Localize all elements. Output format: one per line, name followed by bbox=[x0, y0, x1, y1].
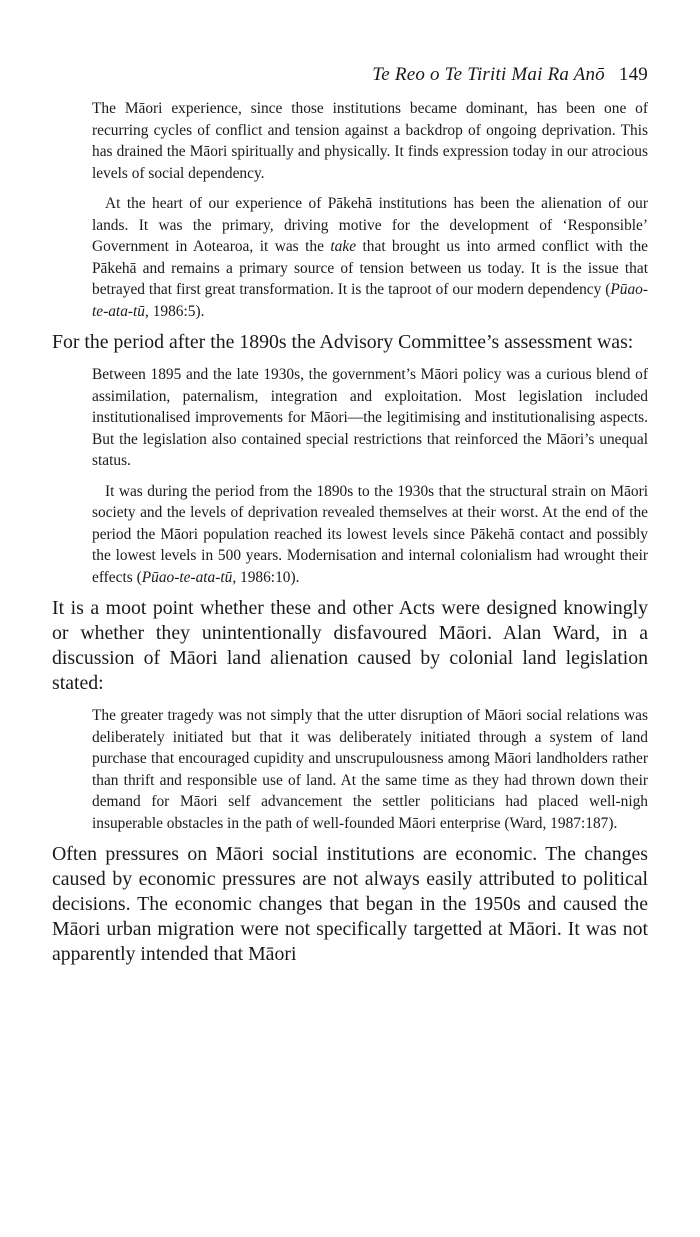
quote-text: The Māori experience, since those institutions became dominant, has been one of recurring cycles of conflict and tension against a backdrop of ongoing deprivation. This has drained the Māori spiritually and physically. It finds expression today in our atrocious levels of social dependency. bbox=[92, 100, 648, 182]
body-paragraph-3: Often pressures on Māori social institutions are economic. The changes caused by economic pressures are not always easily attributed to political decisions. The economic changes that began in the 1950s and caused the Māori urban migration were not specifically targetted at Māori. It was not apparently intended that Māori bbox=[52, 843, 648, 965]
quote-paragraph bbox=[92, 98, 648, 184]
quote-paragraph bbox=[92, 193, 648, 322]
citation-title: Pūao-te-ata-tū bbox=[92, 281, 648, 320]
body-paragraph-1: For the period after the 1890s the Advisory Committee’s assessment was: bbox=[52, 331, 634, 353]
page-body bbox=[52, 98, 648, 967]
quote-text: Between 1895 and the late 1930s, the government’s Māori policy was a curious blend of assimilation, paternalism, integration and exploitation. Most legislation included institutionalised improvements for Māori—the legitimising and institutionalising aspects. But the legislation also contained special restrictions that reinforced the Māori’s unequal status. bbox=[92, 366, 648, 469]
quote-paragraph bbox=[92, 481, 648, 589]
citation-year: , 1986:5). bbox=[145, 302, 205, 320]
body-paragraph-2: It is a moot point whether these and other Acts were designed knowingly or whether they unintentionally disfavoured Māori. Alan Ward, in a discussion of Māori land alienation caused by colonial land legislation stated: bbox=[52, 597, 648, 694]
running-head bbox=[60, 64, 648, 94]
maori-term-take: take bbox=[330, 238, 357, 255]
quote-paragraph bbox=[92, 364, 648, 472]
block-quote-puao-2 bbox=[92, 364, 648, 588]
quote-text: At the heart of our experience of Pākehā institutions has been the alienation of our lands. It was the primary, driving motive for the development of ‘Responsible’ Government in Aotearoa, it was the bbox=[92, 195, 648, 255]
block-quote-ward bbox=[92, 705, 648, 834]
citation-title: Pūao-te-ata-tū bbox=[141, 568, 233, 586]
citation-year: , 1986:10). bbox=[232, 568, 300, 586]
quote-text: It was during the period from the 1890s to the 1930s that the structural strain on Māori society and the levels of deprivation revealed themselves at their worst. At the end of the period the Māori population reached its lowest levels since Pākehā contact and possibly the lowest levels in 500 years. Modernisation and internal colonialism had wrought their effects ( bbox=[92, 482, 648, 586]
block-quote-puao-1 bbox=[92, 98, 648, 322]
quote-text: that brought us into armed conflict with the Pākehā and remains a primary source of tension between us today. It is the issue that betrayed that first great transformation. It is the taproot of our modern dependency ( bbox=[92, 238, 648, 298]
quote-paragraph: The greater tragedy was not simply that the utter disruption of Māori social relations was deliberately initiated but that it was deliberately initiated through a system of land purchase that encouraged cupidity and unscrupulousness among Māori landholders rather than thrift and responsible use of land. At the same time as they had thrown down their demand for Māori self advancement the settler politicians had placed well-nigh insuperable obstacles in the path of well-founded Māori enterprise (Ward, 1987:187). bbox=[92, 707, 648, 832]
page-number: 149 bbox=[618, 64, 648, 85]
running-title: Te Reo o Te Tiriti Mai Ra Anō bbox=[372, 64, 605, 85]
